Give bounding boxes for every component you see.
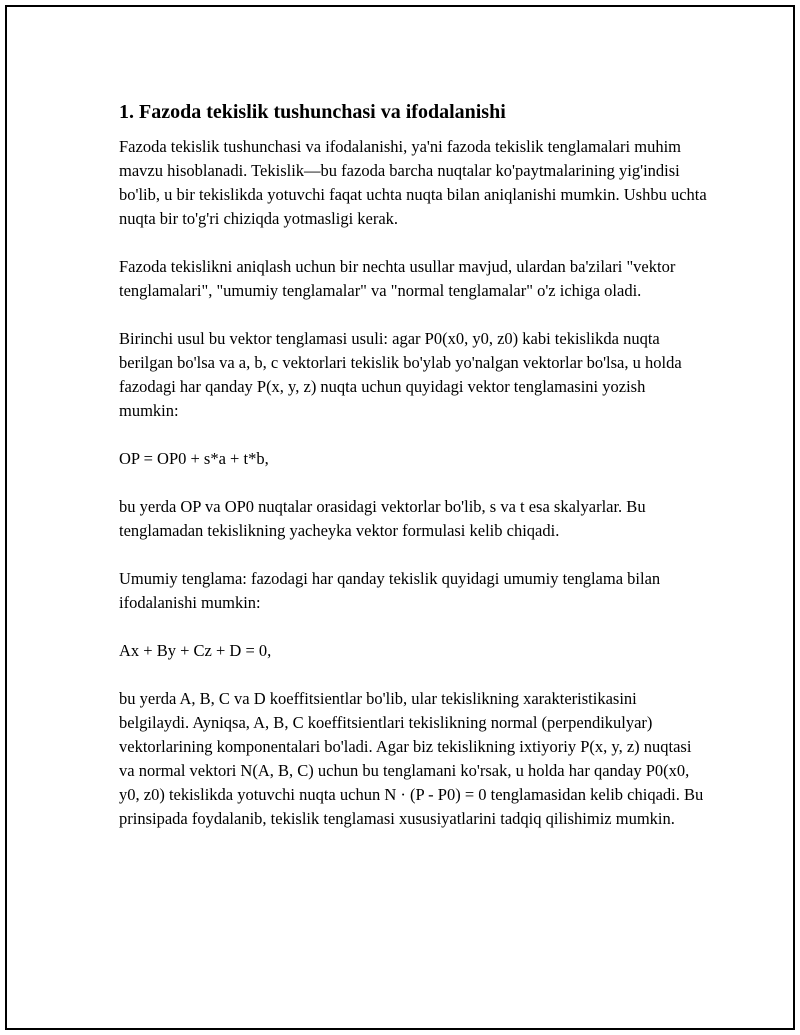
paragraph-coefficients: bu yerda A, B, C va D koeffitsientlar bo'lib, ular tekislikning xarakteristikasini belgilaydi. Ayniqsa, A, B, C koeffitsientlari tekislikning normal (perpendikulyar) vektorlarining komponentalari bo'ladi. Agar biz tekislikning ixtiyoriy P(x, y, z) nuqtasi va normal vektori N(A, B, C) uchun bu tenglamani ko'rsak, u holda har qanday P0(x0, y0, z0) tekislikda yotuvchi nuqta uchun N · (P - P0) = 0 tenglamasidan kelib chiqadi. Bu prinsipada foydalanib, tekislik tenglamasi xususiyatlarini tadqiq qilishimiz mumkin. <box>119 689 704 828</box>
paragraph-methods: Fazoda tekislikni aniqlash uchun bir nechta usullar mavjud, ulardan ba'zilari "vektor tenglamalari", "umumiy tenglamalar" va "normal tenglamalar" o'z ichiga oladi. <box>119 257 676 300</box>
page-frame <box>5 5 795 1030</box>
general-equation: Ax + By + Cz + D = 0, <box>119 641 272 660</box>
paragraph-vector-method: Birinchi usul bu vektor tenglamasi usuli: agar P0(x0, y0, z0) kabi tekislikda nuqta berilgan bo'lsa va a, b, c vektorlari tekislik bo'ylab yo'nalgan vektorlar bo'lsa, u holda fazodagi har qanday P(x, y, z) nuqta uchun quyidagi vektor tenglamasini yozish mumkin: <box>119 329 682 420</box>
document-body <box>119 99 709 831</box>
paragraph-general-equation: Umumiy tenglama: fazodagi har qanday tekislik quyidagi umumiy tenglama bilan ifodalanishi mumkin: <box>119 569 661 612</box>
paragraph-intro: Fazoda tekislik tushunchasi va ifodalanishi, ya'ni fazoda tekislik tenglamalari muhim mavzu hisoblanadi. Tekislik—bu fazoda barcha nuqtalar ko'paytmalarining yig'indisi bo'lib, u bir tekislikda yotuvchi faqat uchta nuqta bilan aniqlanishi mumkin. Ushbu uchta nuqta bir to'g'ri chiziqda yotmasligi kerak. <box>119 137 707 228</box>
paragraph-vector-explanation: bu yerda OP va OP0 nuqtalar orasidagi vektorlar bo'lib, s va t esa skalyarlar. Bu tenglamadan tekislikning yacheyka vektor formulasi kelib chiqadi. <box>119 497 646 540</box>
vector-equation: OP = OP0 + s*a + t*b, <box>119 449 269 468</box>
section-title: 1. Fazoda tekislik tushunchasi va ifodalanishi <box>119 101 506 123</box>
